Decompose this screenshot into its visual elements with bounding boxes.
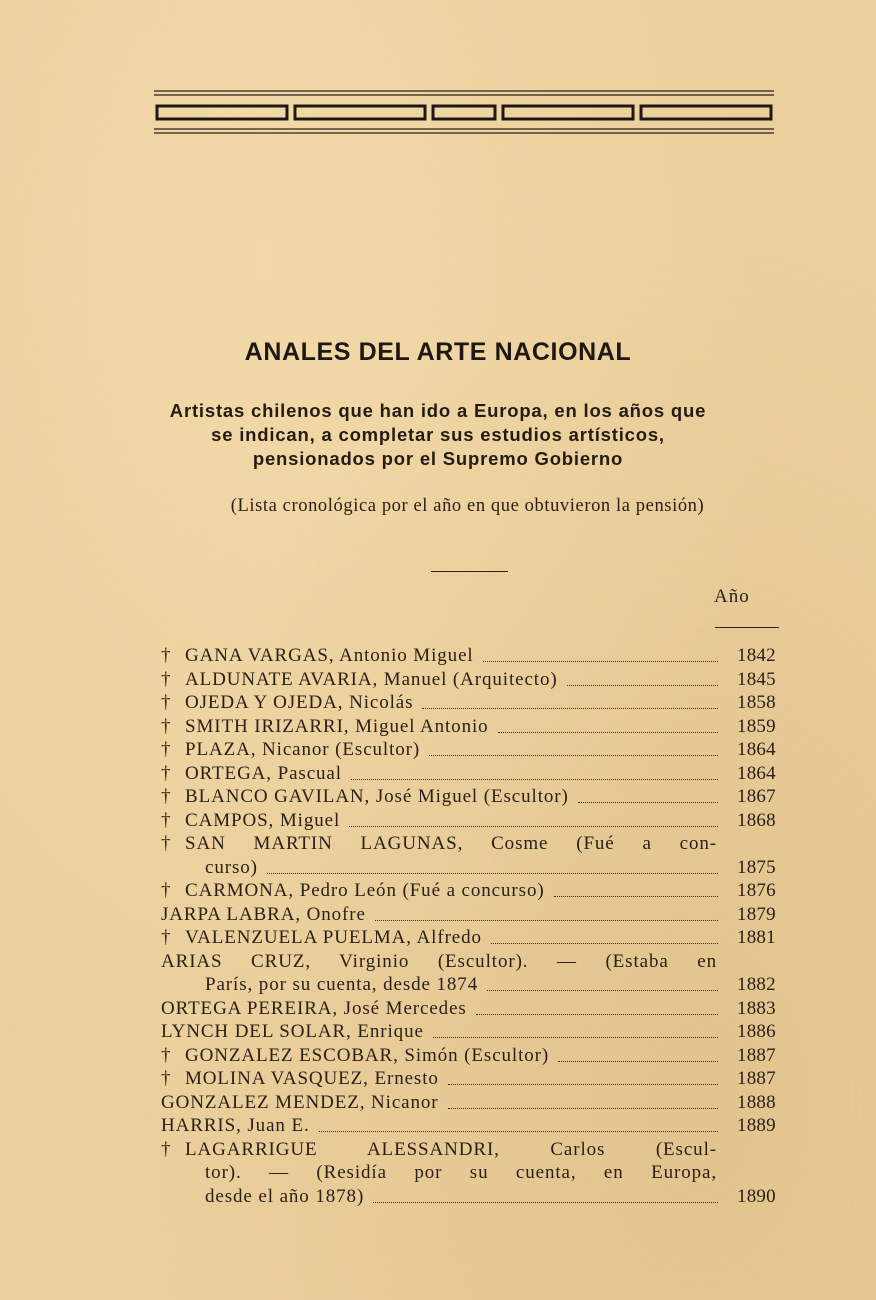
entry-line xyxy=(0,950,876,974)
year-value: 1867 xyxy=(737,786,776,807)
year-value: 1864 xyxy=(737,762,776,784)
entry-line xyxy=(0,1091,876,1115)
dot-leader xyxy=(351,779,718,780)
list-item xyxy=(0,668,876,692)
list-item xyxy=(0,832,876,879)
list-item xyxy=(0,1044,876,1068)
list-item xyxy=(0,879,876,903)
artist-name: ORTEGA, Pascual xyxy=(185,762,342,784)
artist-text xyxy=(161,926,482,950)
list-item xyxy=(0,762,876,786)
artist-name: SMITH IRIZARRI, Miguel Antonio xyxy=(185,715,489,737)
artist-name: París, por su cuenta, desde 1874 xyxy=(205,974,479,995)
artist-name: VALENZUELA PUELMA, Alfredo xyxy=(185,927,482,948)
dot-leader xyxy=(554,896,718,897)
year-value: 1881 xyxy=(737,927,776,948)
entry-line xyxy=(0,1138,876,1162)
artist-name: curso) xyxy=(205,856,258,878)
artist-name: ARIAS CRUZ, Virginio (Escultor). — (Estaba en xyxy=(161,950,717,972)
list-item xyxy=(0,926,876,950)
artist-name: LAGARRIGUE ALESSANDRI, Carlos (Escul- xyxy=(185,1138,717,1160)
list-item xyxy=(0,785,876,809)
dot-leader xyxy=(498,732,718,733)
artist-text xyxy=(161,1114,310,1138)
artist-text xyxy=(161,1138,717,1162)
year-value: 1889 xyxy=(737,1115,776,1136)
entry-line xyxy=(0,879,876,903)
artist-name: tor). — (Residía por su cuenta, en Europa, xyxy=(205,1162,717,1183)
artist-text xyxy=(161,785,569,809)
entry-line xyxy=(0,832,876,856)
list-item xyxy=(0,1067,876,1091)
deceased-dagger-mark: † xyxy=(161,668,172,690)
artist-name: CARMONA, Pedro León (Fué a concurso) xyxy=(185,880,545,901)
dot-leader xyxy=(578,802,718,803)
entry-line xyxy=(0,856,876,880)
entry-line xyxy=(0,668,876,692)
list-item xyxy=(0,738,876,762)
subtitle-line: pensionados por el Supremo Gobierno xyxy=(252,448,624,469)
artist-text xyxy=(205,973,478,997)
decorative-border-ornament xyxy=(154,89,774,135)
dot-leader xyxy=(422,708,718,709)
deceased-dagger-mark: † xyxy=(161,1138,172,1160)
year-value: 1890 xyxy=(737,1185,776,1207)
deceased-dagger-mark: † xyxy=(161,880,172,901)
year-header-rule xyxy=(715,627,779,628)
entry-line xyxy=(0,1114,876,1138)
artist-name: OJEDA Y OJEDA, Nicolás xyxy=(185,692,414,713)
year-column-header: Año xyxy=(714,586,750,607)
dot-leader xyxy=(483,661,718,662)
dot-leader xyxy=(567,685,718,686)
artist-name: MOLINA VASQUEZ, Ernesto xyxy=(185,1068,439,1089)
year-value: 1879 xyxy=(737,903,776,925)
deceased-dagger-mark: † xyxy=(161,786,172,807)
year-value: 1887 xyxy=(737,1044,776,1066)
entry-line xyxy=(0,715,876,739)
artist-text xyxy=(161,879,545,903)
list-item xyxy=(0,1020,876,1044)
list-item xyxy=(0,715,876,739)
entry-line xyxy=(0,1185,876,1209)
entry-line xyxy=(0,1020,876,1044)
artist-name: HARRIS, Juan E. xyxy=(161,1115,310,1136)
year-value: 1842 xyxy=(737,645,776,666)
year-value: 1876 xyxy=(737,880,776,901)
artist-list xyxy=(0,644,876,1208)
artist-text xyxy=(161,691,413,715)
subtitle-line: se indican, a completar sus estudios artísticos, xyxy=(211,424,665,445)
list-item xyxy=(0,809,876,833)
list-item xyxy=(0,997,876,1021)
entry-line xyxy=(0,1067,876,1091)
entry-line xyxy=(0,1044,876,1068)
artist-text xyxy=(161,903,366,927)
artist-name: JARPA LABRA, Onofre xyxy=(161,903,366,925)
year-value: 1859 xyxy=(737,715,776,737)
dot-leader xyxy=(429,755,718,756)
artist-text xyxy=(205,1161,717,1185)
subtitle-line: Artistas chilenos que han ido a Europa, en los años que xyxy=(169,400,707,421)
dot-leader xyxy=(448,1084,718,1085)
deceased-dagger-mark: † xyxy=(161,715,172,737)
artist-text xyxy=(161,668,558,692)
dot-leader xyxy=(375,920,718,921)
entry-line xyxy=(0,644,876,668)
artist-name: LYNCH DEL SOLAR, Enrique xyxy=(161,1021,424,1042)
year-value: 1845 xyxy=(737,668,776,690)
artist-text xyxy=(205,856,258,880)
year-value: 1858 xyxy=(737,692,776,713)
dot-leader xyxy=(491,943,718,944)
dot-leader xyxy=(487,990,718,991)
artist-text xyxy=(205,1185,364,1209)
year-value: 1883 xyxy=(737,997,776,1019)
artist-name: SAN MARTIN LAGUNAS, Cosme (Fué a con- xyxy=(185,833,717,854)
deceased-dagger-mark: † xyxy=(161,833,172,854)
deceased-dagger-mark: † xyxy=(161,692,172,713)
entry-line xyxy=(0,1161,876,1185)
entry-line xyxy=(0,762,876,786)
artist-text xyxy=(161,950,717,974)
dot-leader xyxy=(476,1014,718,1015)
artist-text xyxy=(161,738,420,762)
artist-text xyxy=(161,832,717,856)
entry-line xyxy=(0,691,876,715)
deceased-dagger-mark: † xyxy=(161,645,172,666)
dot-leader xyxy=(558,1061,718,1062)
artist-name: BLANCO GAVILAN, José Miguel (Escultor) xyxy=(185,786,569,807)
list-item xyxy=(0,903,876,927)
entry-line xyxy=(0,973,876,997)
subtitle xyxy=(100,399,776,471)
artist-name: GONZALEZ MENDEZ, Nicanor xyxy=(161,1091,439,1113)
list-item xyxy=(0,691,876,715)
dot-leader xyxy=(349,826,718,827)
artist-text xyxy=(161,1091,439,1115)
dot-leader xyxy=(433,1037,718,1038)
year-value: 1888 xyxy=(737,1091,776,1113)
list-item xyxy=(0,644,876,668)
divider xyxy=(431,571,508,572)
list-item xyxy=(0,1114,876,1138)
artist-text xyxy=(161,1020,424,1044)
page-title: ANALES DEL ARTE NACIONAL xyxy=(244,338,632,366)
artist-name: ALDUNATE AVARIA, Manuel (Arquitecto) xyxy=(185,668,558,690)
year-value: 1882 xyxy=(737,974,776,995)
dot-leader xyxy=(267,873,718,874)
artist-text xyxy=(161,997,467,1021)
dot-leader xyxy=(373,1202,718,1203)
artist-name: CAMPOS, Miguel xyxy=(185,809,341,831)
entry-line xyxy=(0,997,876,1021)
deceased-dagger-mark: † xyxy=(161,762,172,784)
artist-text xyxy=(161,715,489,739)
dot-leader xyxy=(319,1131,718,1132)
artist-name: PLAZA, Nicanor (Escultor) xyxy=(185,739,421,760)
list-item xyxy=(0,950,876,997)
artist-text xyxy=(161,809,340,833)
entry-line xyxy=(0,738,876,762)
list-item xyxy=(0,1091,876,1115)
entry-line xyxy=(0,926,876,950)
dot-leader xyxy=(448,1108,718,1109)
deceased-dagger-mark: † xyxy=(161,739,172,760)
year-value: 1887 xyxy=(737,1068,776,1089)
entry-line xyxy=(0,785,876,809)
list-note: (Lista cronológica por el año en que obtuvieron la pensión) xyxy=(230,496,705,516)
year-value: 1875 xyxy=(737,856,776,878)
artist-name: ORTEGA PEREIRA, José Mercedes xyxy=(161,997,467,1019)
entry-line xyxy=(0,903,876,927)
artist-text xyxy=(161,644,474,668)
artist-text xyxy=(161,1067,439,1091)
artist-name: GONZALEZ ESCOBAR, Simón (Escultor) xyxy=(185,1044,550,1066)
year-value: 1864 xyxy=(737,739,776,760)
artist-name: desde el año 1878) xyxy=(205,1185,365,1207)
deceased-dagger-mark: † xyxy=(161,927,172,948)
artist-name: GANA VARGAS, Antonio Miguel xyxy=(185,645,474,666)
year-value: 1886 xyxy=(737,1021,776,1042)
artist-text xyxy=(161,1044,549,1068)
list-item xyxy=(0,1138,876,1209)
deceased-dagger-mark: † xyxy=(161,1068,172,1089)
deceased-dagger-mark: † xyxy=(161,809,172,831)
deceased-dagger-mark: † xyxy=(161,1044,172,1066)
entry-line xyxy=(0,809,876,833)
year-value: 1868 xyxy=(737,809,776,831)
artist-text xyxy=(161,762,342,786)
